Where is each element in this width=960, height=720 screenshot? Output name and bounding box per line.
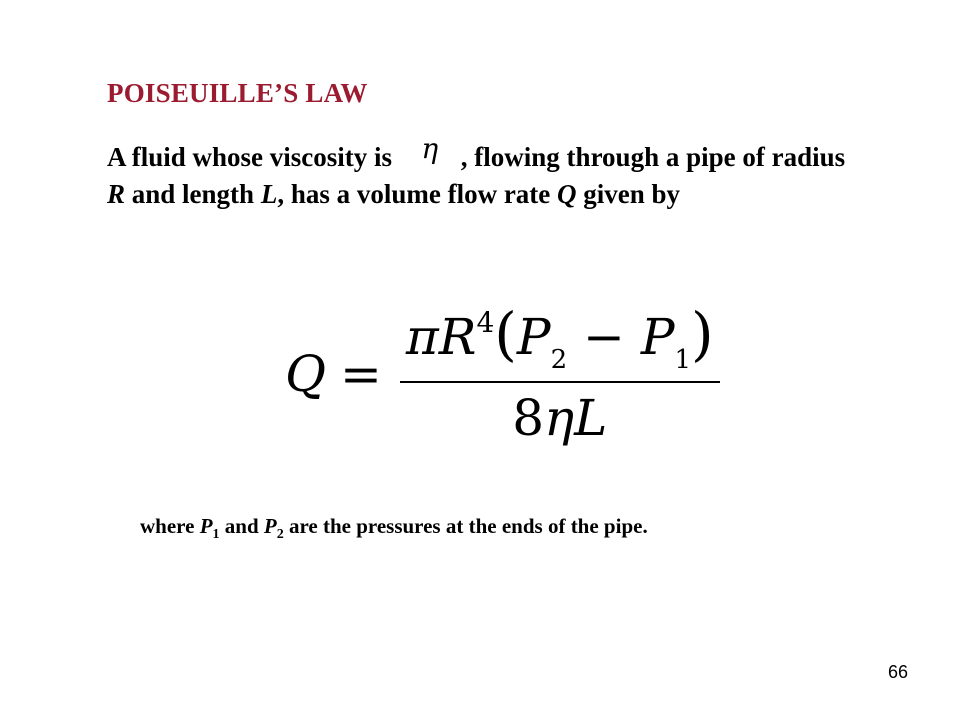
slide-title: POISEUILLE’S LAW [107,78,368,108]
den-eta: η [544,389,575,447]
num-pi: π [405,308,439,366]
num-P2: P [516,308,551,366]
note-P1: P [199,514,213,538]
formula-equals: = [340,344,382,403]
num-P1: P [640,308,675,366]
num-P2-sub: 2 [550,345,568,375]
intro-paragraph [107,132,867,213]
intro-text-3: and length [131,179,255,209]
intro-text-5: given by [583,179,681,209]
num-open-paren: ( [494,300,517,368]
intro-text-1: A fluid whose viscosity is [107,142,393,172]
formula-lhs: Q [285,344,326,403]
num-P1-sub: 1 [674,345,692,375]
den-L: L [574,389,608,447]
num-exponent: 4 [476,306,495,339]
note-P1-sub: 1 [212,527,220,543]
radius-variable: R [107,179,126,209]
num-close-paren: ) [691,300,714,368]
note-and: and [224,514,259,538]
note-where: where [140,514,195,538]
formula-numerator [400,300,720,381]
intro-text-2: , flowing through a pipe of radius [460,142,846,172]
num-R: R [438,308,477,366]
pressure-note [140,514,648,543]
poiseuille-formula [285,300,720,447]
flow-rate-variable: Q [557,179,577,209]
num-minus: − [583,308,625,366]
length-variable: L [260,179,278,209]
viscosity-symbol: η [421,132,439,165]
page-number: 66 [887,662,908,682]
note-rest: are the pressures at the ends of the pipe. [288,514,648,538]
formula-denominator [512,383,607,447]
den-eight: 8 [512,389,545,447]
note-P2: P [263,514,277,538]
intro-text-4: , has a volume flow rate [277,179,551,209]
formula-fraction [400,300,720,447]
note-P2-sub: 2 [276,527,284,543]
